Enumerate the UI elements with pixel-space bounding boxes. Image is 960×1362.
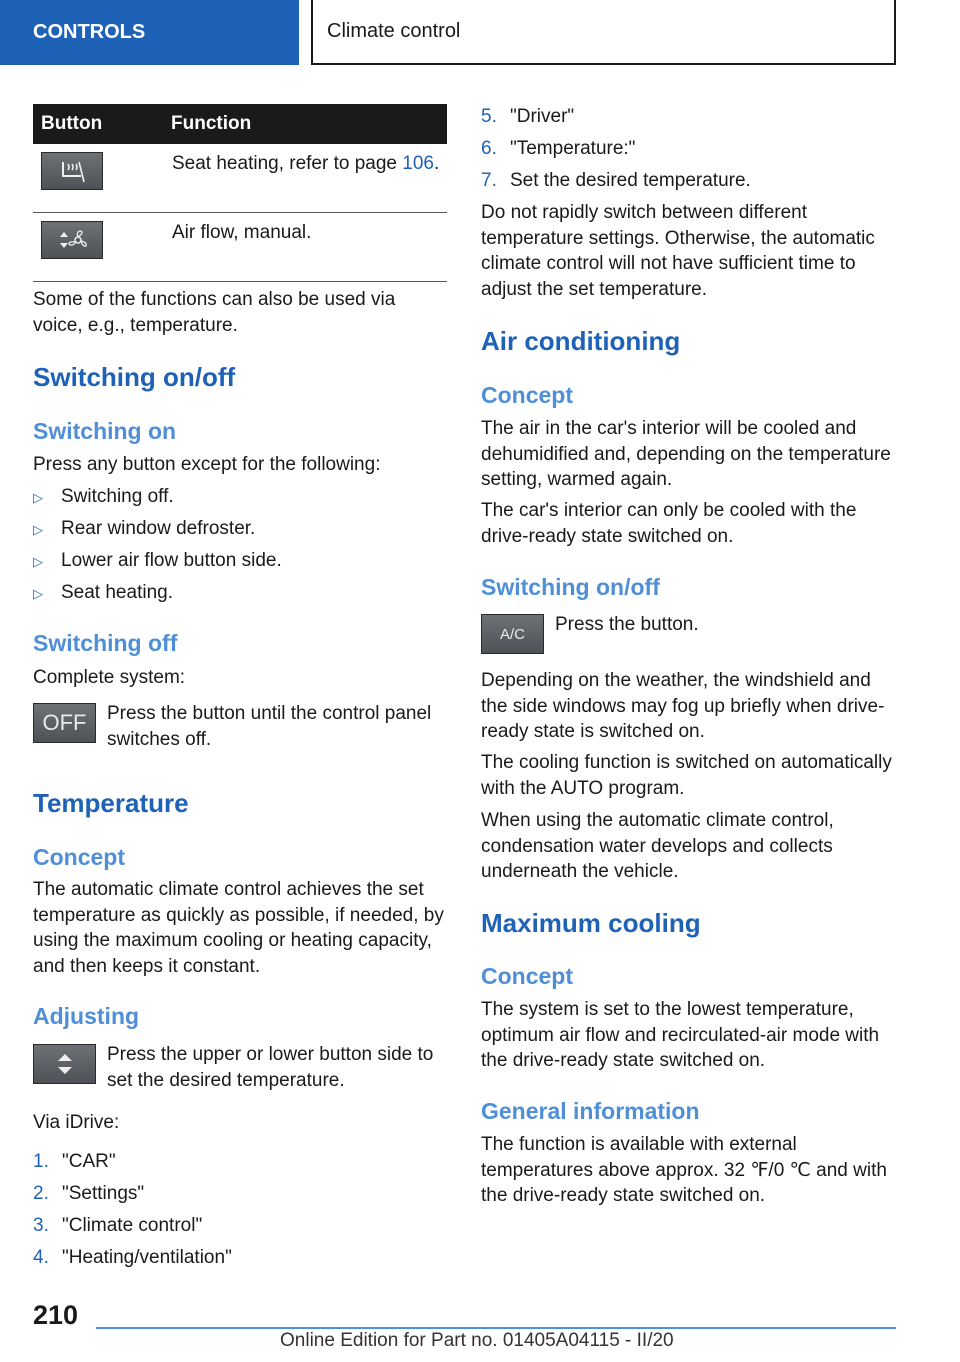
list-item: 1. "CAR": [33, 1151, 116, 1172]
list-item: ▷ Switching off.: [33, 484, 447, 516]
list-item: 3. "Climate control": [33, 1215, 203, 1236]
switching-heading: Switching on/off: [33, 362, 236, 392]
switching-on-heading: Switching on: [33, 418, 177, 444]
button-function-table: [33, 104, 447, 282]
temperature-concept-heading: Concept: [33, 844, 125, 870]
up-down-arrows-icon: [33, 1044, 96, 1084]
seat-heating-text: Seat heating, refer to page: [172, 153, 403, 174]
chapter-title: Climate control: [327, 20, 461, 42]
air-conditioning-heading: Air conditioning: [481, 326, 681, 356]
list-item: 2. "Settings": [33, 1183, 145, 1204]
triangle-bullet-icon: ▷: [33, 490, 43, 505]
triangle-bullet-icon: ▷: [33, 554, 43, 569]
switching-on-text: Press any button except for the following:: [33, 454, 381, 475]
chapter-tab: [311, 0, 896, 65]
max-cooling-concept-heading: Concept: [481, 963, 573, 989]
ac-text5: When using the automatic climate control, condensation water develops and collects underneath the vehicle.: [481, 810, 834, 882]
general-info-text: The function is available with external temperatures above approx. 32 ℉/0 ℃ and with the drive-ready state switched on.: [481, 1134, 887, 1206]
fan-icon: [41, 221, 103, 259]
idrive-text: Via iDrive:: [33, 1112, 120, 1133]
idrive-steps-1: [33, 1149, 447, 1277]
ac-concept-text1: The air in the car's interior will be cooled and dehumidified and, depending on the temperature setting, warmed again.: [481, 418, 891, 490]
switching-off-heading: Switching off: [33, 630, 178, 656]
list-item: ▷ Seat heating.: [33, 580, 447, 612]
off-button-image: OFF: [33, 703, 96, 743]
list-item: 4. "Heating/ventilation": [33, 1247, 232, 1268]
max-cooling-concept-text: The system is set to the lowest temperature, optimum air flow and recirculated-air mode with the drive-ready state switched on.: [481, 999, 880, 1071]
table-header-button: Button: [33, 104, 171, 144]
list-item: 5. "Driver": [481, 106, 575, 127]
temperature-warning: Do not rapidly switch between different temperature settings. Otherwise, the automatic climate control will not have sufficient time to adjust the set temperature.: [481, 202, 875, 300]
page-number: 210: [33, 1300, 79, 1330]
page-link[interactable]: 106: [402, 153, 434, 174]
ac-row: [481, 612, 896, 654]
ac-text4: The cooling function is switched on automatically with the AUTO program.: [481, 752, 892, 799]
adjust-row: [33, 1042, 447, 1093]
ac-switching-heading: Switching on/off: [481, 574, 660, 600]
list-item: 6. "Temperature:": [481, 138, 636, 159]
list-item: ▷ Rear window defroster.: [33, 516, 447, 548]
section-title: CONTROLS: [33, 21, 146, 43]
seat-heating-icon: [41, 152, 103, 190]
temperature-heading: Temperature: [33, 788, 189, 818]
edition-text: Online Edition for Part no. 01405A04115 - II/20: [280, 1330, 674, 1351]
footer-divider: [96, 1327, 896, 1329]
list-item: 7. Set the desired temperature.: [481, 170, 751, 191]
ac-concept-text2: The car's interior can only be cooled with the drive-ready state switched on.: [481, 500, 857, 547]
general-info-heading: General information: [481, 1098, 700, 1124]
max-cooling-heading: Maximum cooling: [481, 908, 701, 938]
table-header-function: Function: [171, 104, 447, 144]
list-item: ▷ Lower air flow button side.: [33, 548, 447, 580]
ac-switch-desc: Press the button.: [555, 614, 699, 635]
adjust-desc: Press the upper or lower button side to set the desired temperature.: [107, 1044, 434, 1091]
off-desc: Press the button until the control panel switches off.: [107, 703, 432, 750]
off-row: [33, 701, 447, 752]
table-row: Seat heating, refer to page 106.: [33, 144, 447, 213]
ac-button-image: A/C: [481, 614, 544, 654]
table-row: [33, 213, 447, 282]
exception-list: [33, 484, 447, 612]
idrive-steps-2: [481, 104, 896, 200]
ac-concept-heading: Concept: [481, 382, 573, 408]
adjusting-heading: Adjusting: [33, 1003, 140, 1029]
air-flow-text: Air flow, manual.: [171, 213, 447, 282]
triangle-bullet-icon: ▷: [33, 586, 43, 601]
triangle-bullet-icon: ▷: [33, 522, 43, 537]
switching-off-text: Complete system:: [33, 667, 186, 688]
section-tab: [0, 0, 299, 65]
ac-text3: Depending on the weather, the windshield and the side windows may fog up briefly when drive-ready state is switched on.: [481, 670, 885, 742]
intro-text: Some of the functions can also be used via voice, e.g., temperature.: [33, 289, 396, 336]
temperature-concept-text: The automatic climate control achieves the set temperature as quickly as possible, if needed, by using the maximum cooling or heating capacity, and then keeps it constant.: [33, 879, 444, 977]
